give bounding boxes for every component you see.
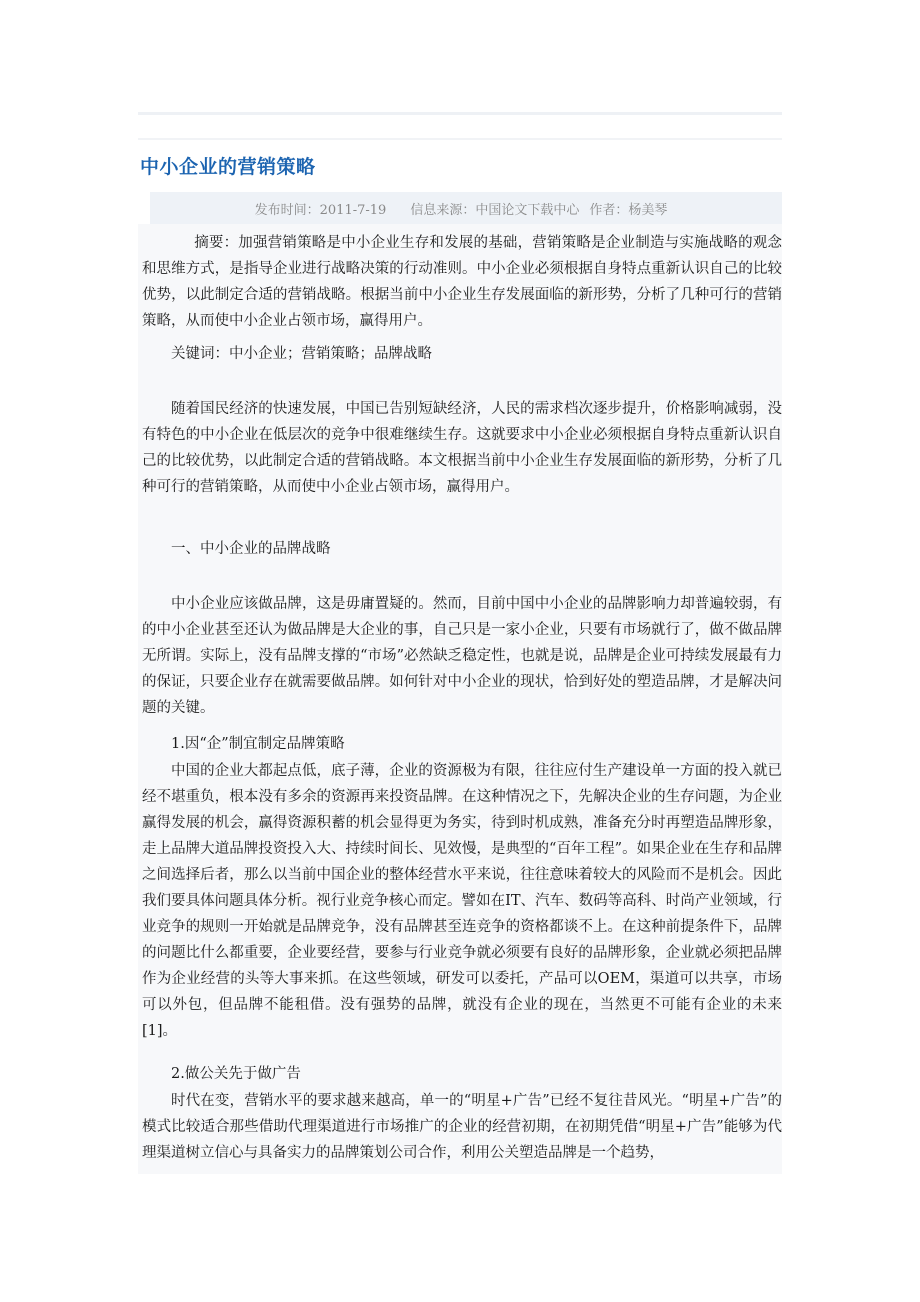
section-heading-brand-strategy: 一、中小企业的品牌战略 xyxy=(171,541,331,557)
publish-time: 发布时间：2011-7-19 xyxy=(254,202,387,218)
pr-before-ads-paragraph: 时代在变，营销水平的要求越来越高，单一的“明星+广告”已经不复往昔风光。“明星+广告”的模式比较适合那些借助代理渠道进行市场推广的企业的经营初期，在初期凭借“明星+广告”能够为代理渠道树立信心与具备实力的品牌策划公司合作，利用公关塑造品牌是一个趋势， xyxy=(142,1093,782,1161)
top-divider xyxy=(138,112,782,115)
keywords-line: 关键词：中小企业；营销策略；品牌战略 xyxy=(171,346,432,362)
author: 作者：杨美琴 xyxy=(589,202,668,218)
brand-policy-paragraph: 中国的企业大都起点低，底子薄，企业的资源极为有限，往往应付生产建设单一方面的投入就已经不堪重负，根本没有多余的资源再来投资品牌。在这种情况之下，先解决企业的生存问题，为企业赢得发展的机会，赢得资源积蓄的机会显得更为务实，待到时机成熟，准备充分时再塑造品牌形象，走上品牌大道品牌投资投入大、持续时间长、见效慢，是典型的“百年工程”。如果企业在生存和品牌之间选择后者，那么以当前中国企业的整体经营水平来说，往往意味着较大的风险而不是机会。因此我们要具体问题具体分析。视行业竞争核心而定。譬如在IT、汽车、数码等高科、时尚产业领域，行业竞争的规则一开始就是品牌竞争，没有品牌甚至连竞争的资格都谈不上。在这种前提条件下，品牌的问题比什么都重要，企业要经营，要参与行业竞争就必须要有良好的品牌形象，企业就必须把品牌作为企业经营的头等大事来抓。在这些领域，研发可以委托，产品可以OEM，渠道可以共享，市场可以外包，但品牌不能租借。没有强势的品牌，就没有企业的现在，当然更不可能有企业的未来[1]。 xyxy=(142,763,782,1039)
brand-strategy-paragraph: 中小企业应该做品牌，这是毋庸置疑的。然而，目前中国中小企业的品牌影响力却普遍较弱，有的中小企业甚至还认为做品牌是大企业的事，自己只是一家小企业，只要有市场就行了，做不做品牌无所谓。实际上，没有品牌支撑的“市场”必然缺乏稳定性，也就是说，品牌是企业可持续发展最有力的保证，只要企业存在就需要做品牌。如何针对中小企业的现状，恰到好处的塑造品牌，才是解决问题的关键。 xyxy=(142,596,782,716)
article-meta-bar xyxy=(150,192,782,224)
intro-paragraph: 随着国民经济的快速发展，中国已告别短缺经济，人民的需求档次逐步提升，价格影响减弱，没有特色的中小企业在低层次的竞争中很难继续生存。这就要求中小企业必须根据自身特点重新认识自己的比较优势，以此制定合适的营销战略。本文根据当前中小企业生存发展面临的新形势，分析了几种可行的营销策略，从而使中小企业占领市场，赢得用户。 xyxy=(142,401,782,495)
top-divider-secondary xyxy=(138,138,782,140)
article-title: 中小企业的营销策略 xyxy=(140,156,316,178)
info-source: 信息来源：中国论文下载中心 xyxy=(410,202,580,218)
subheading-pr-before-ads: 2.做公关先于做广告 xyxy=(171,1066,301,1082)
subheading-brand-policy: 1.因“企”制宜制定品牌策略 xyxy=(171,736,345,752)
abstract-paragraph: 摘要：加强营销策略是中小企业生存和发展的基础，营销策略是企业制造与实施战略的观念和思维方式，是指导企业进行战略决策的行动准则。中小企业必须根据自身特点重新认识自己的比较优势，以此制定合适的营销战略。根据当前中小企业生存发展面临的新形势，分析了几种可行的营销策略，从而使中小企业占领市场，赢得用户。 xyxy=(142,235,782,329)
